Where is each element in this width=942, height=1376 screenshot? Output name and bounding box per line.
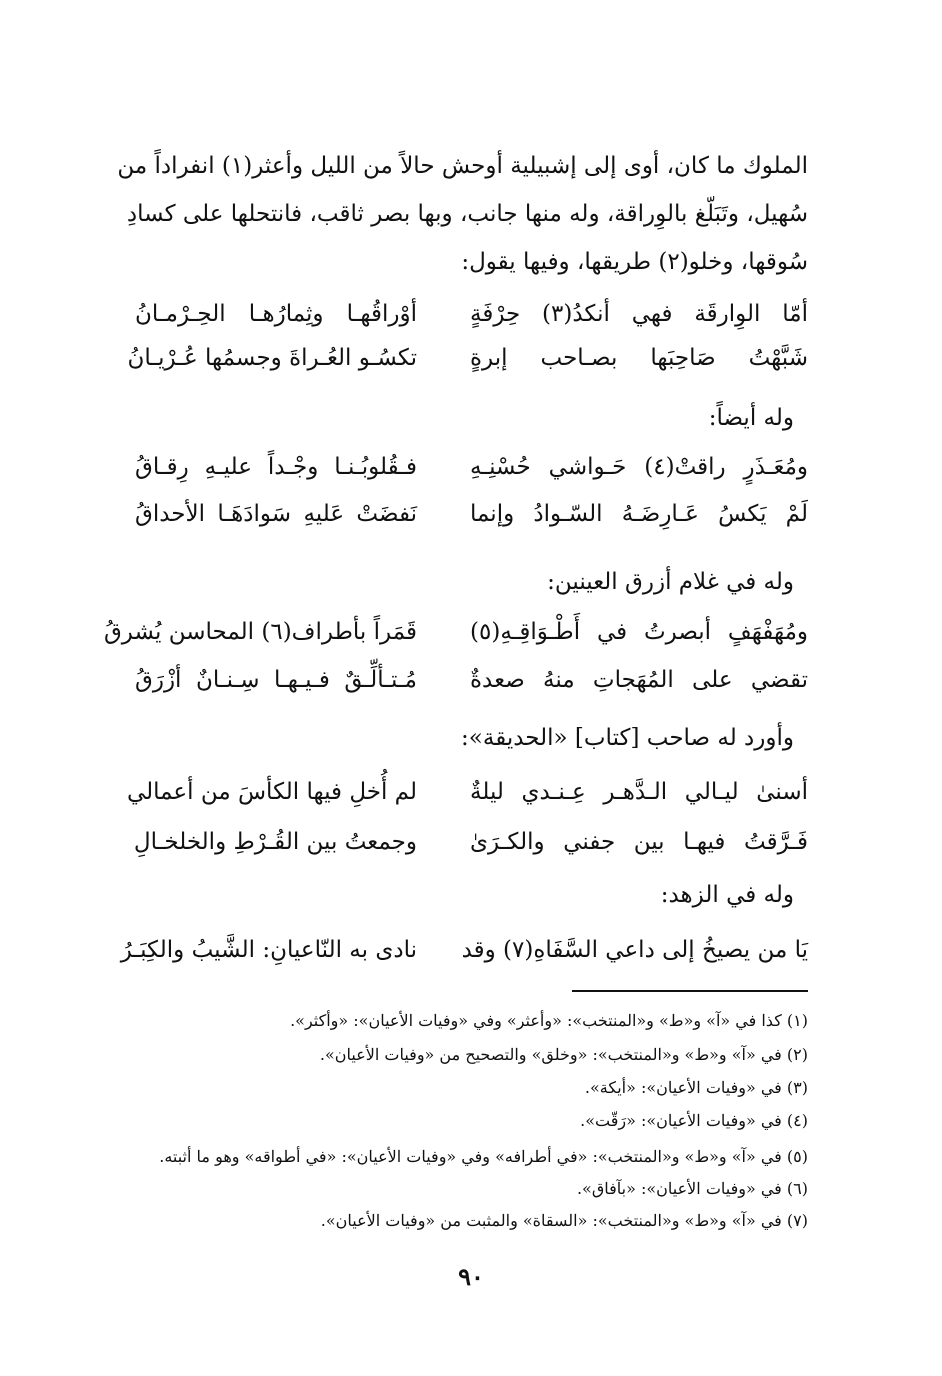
verse-line [0, 612, 942, 652]
footnote: (٧) في «آ» و«ط» و«المنتخب»: «السقاة» والمثبت من «وفيات الأعيان». [320, 1211, 808, 1230]
verse-line [0, 822, 942, 862]
verse-second-hemistich: لم أُخلِ فيها الكأسَ من أعمالي [126, 779, 417, 805]
footnote: (٥) في «آ» و«ط» و«المنتخب»: «في أطرافه» وفي «وفيات الأعيان»: «في أطواقه» وهو ما أثبته. [159, 1147, 808, 1166]
footnote: (٦) في «وفيات الأعيان»: «بآفاق». [576, 1179, 808, 1198]
verse-first-hemistich: ومُهَفْهَفٍ أبصرتُ في أَطْـوَاقِـهِ(٥) [470, 619, 808, 645]
prose-paragraph [96, 142, 808, 286]
verse-line [0, 294, 942, 334]
section-heading: وله في الزهد: [660, 882, 794, 908]
section-heading: وله في غلام أزرق العينين: [547, 569, 794, 595]
verse-second-hemistich: مُـتـألِّـقٌ فـيـهـا سِـنـانٌ أزْرَقُ [135, 667, 417, 693]
verse-line [0, 447, 942, 487]
footnote: (٤) في «وفيات الأعيان»: «رَقّت». [580, 1111, 808, 1130]
verse-first-hemistich: ومُعَـذَرٍ راقتْ(٤) حَـواشي حُسْنِـهِ [470, 454, 808, 480]
verse-first-hemistich: لَمْ يَكسُ عَـارِضَـهُ السّـوادُ وإنما [470, 501, 808, 527]
section-heading: وله أيضاً: [708, 405, 794, 431]
verse-first-hemistich: تقضي على المُهَجاتِ منهُ صعدةٌ [470, 667, 808, 693]
verse-second-hemistich: نادى به النّاعيانِ: الشَّيبُ والكِبَـرُ [120, 937, 417, 963]
verse-second-hemistich: أوْراقُهـا وثِمارُهـا الحِـرْمـانُ [135, 301, 417, 327]
prose-line: الملوك ما كان، أوى إلى إشبيلية أوحش حالاً من الليل وأعثر(١) انفراداً من [117, 153, 808, 179]
verse-line [0, 338, 942, 378]
verse-first-hemistich: شَبَّهْتُ صَاحِبَها بصـاحب إبرةٍ [470, 345, 808, 371]
verse-first-hemistich: يَا من يصيخُ إلى داعي السَّفَاهِ(٧) وقد [461, 937, 808, 963]
verse-first-hemistich: أمّا الوِارقَة فهي أنكدُ(٣) حِرْفَةٍ [470, 301, 808, 327]
footnote: (٣) في «وفيات الأعيان»: «أيكة». [584, 1078, 808, 1097]
verse-line [0, 930, 942, 970]
footnote-separator [572, 990, 808, 992]
verse-second-hemistich: فـقُلوبُـنـا وجْـداً عليـهِ رِقـاقُ [135, 454, 417, 480]
verse-second-hemistich: نَفضَتْ عَليهِ سَوادَهَـا الأحداقُ [135, 501, 417, 527]
prose-line: سُهيل، وتَبَلّغ بالوِراقة، وله منها جانب، وبها بصر ثاقب، فانتحلها على كسادِ [126, 201, 808, 227]
verse-second-hemistich: قَمَراً بأطراف(٦) المحاسن يُشرقُ [103, 619, 417, 645]
verse-second-hemistich: تكسُـو العُـراةَ وجسمُها عُـرْيـانُ [127, 345, 417, 371]
verse-line [0, 772, 942, 812]
verse-line [0, 660, 942, 700]
footnote: (١) كذا في «آ» و«ط» و«المنتخب»: «وأعثر» وفي «وفيات الأعيان»: «وأكثر». [290, 1011, 808, 1030]
verse-first-hemistich: أسنىٰ ليـالي الـدَّهـر عِـنـدي ليلةٌ [470, 779, 808, 805]
verse-first-hemistich: فَـرَّقتُ فيهـا بين جفني والكـرَىٰ [470, 829, 808, 855]
page-number: ٩٠ [458, 1262, 484, 1291]
verse-second-hemistich: وجمعتُ بين القُـرْطِ والخلخـالِ [133, 829, 417, 855]
section-heading: وأورد له صاحب [كتاب] «الحديقة»: [461, 725, 794, 751]
verse-line [0, 494, 942, 534]
footnote: (٢) في «آ» و«ط» و«المنتخب»: «وخلق» والتصحيح من «وفيات الأعيان». [319, 1045, 808, 1064]
prose-line: سُوقها، وخلو(٢) طريقها، وفيها يقول: [461, 249, 808, 275]
